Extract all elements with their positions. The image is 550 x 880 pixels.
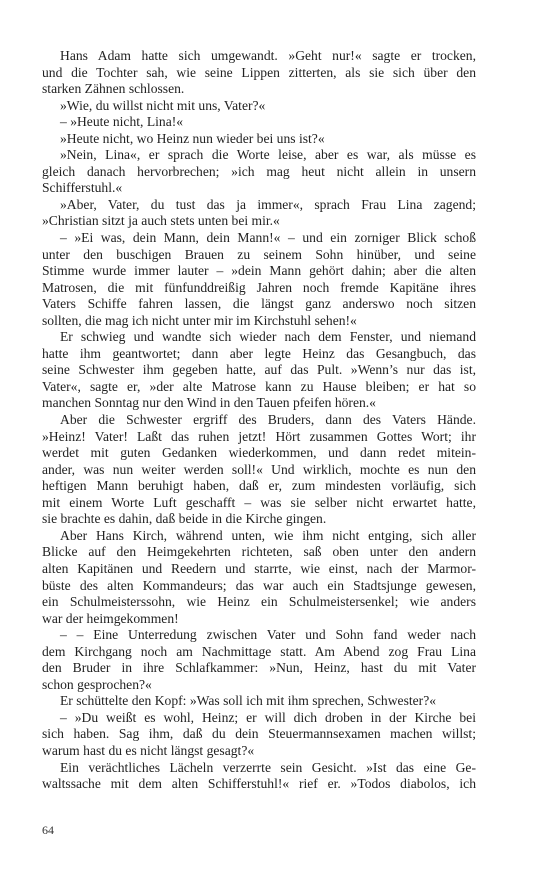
body-text — [42, 48, 476, 793]
text-line: Schifferstuhl.« — [42, 180, 123, 196]
text-line: »Wie, du willst nicht mit uns, Vater?« — [60, 97, 266, 113]
text-line: – »Heute nicht, Lina!« — [60, 114, 184, 130]
text-line: war der heimgekommen! — [42, 610, 179, 626]
text-line: den Bruder in ihre Schlafkammer: »Nun, Heinz, hast du mit Vater — [42, 660, 476, 676]
text-line: mit einem Worte Luft geschafft – was sie selber nicht erwartet hatte, — [42, 494, 476, 510]
text-line: schon gesprochen?« — [42, 676, 152, 692]
text-line: Matrosen, die mit fünfunddreißig Jahren noch fremde Kapitäne ihres — [42, 279, 476, 295]
text-line: Vater«, sagte er, »der alte Matrose kann zu Hause bleiben; er hat so — [42, 378, 476, 394]
text-line: Vaters Schiffe fahren lassen, die längst ganz anderswo noch sitzen — [42, 296, 476, 312]
text-line: gleich danach hervorbrechen; »ich mag heut nicht allein in unsern — [42, 163, 476, 179]
text-line: manchen Sonntag nur den Wind in den Tauen pfeifen hören.« — [42, 395, 376, 411]
text-line: Aber Hans Kirch, während unten, wie ihm nicht entging, sich aller — [60, 527, 476, 543]
text-line: Er schüttelte den Kopf: »Was soll ich mit ihm sprechen, Schwester?« — [60, 693, 437, 709]
text-line: ander, was nun weiter werden soll!« Und wirklich, mochte es nun den — [42, 461, 476, 477]
text-line: dem Kirchgang noch am Nachmittage statt. Am Abend zog Frau Lina — [42, 643, 476, 659]
text-line: alten Kapitänen und Reedern und starrte, wie einst, nach der Marmor- — [42, 560, 476, 576]
text-line: starken Zähnen schlossen. — [42, 81, 185, 97]
text-line: – »Du weißt es wohl, Heinz; er will dich droben in der Kirche bei — [60, 709, 476, 725]
text-line: sollten, die mag ich nicht unter mir im Kirchstuhl sehen!« — [42, 312, 357, 328]
text-line: büste des alten Kommandeurs; das war auch ein Stadtsjunge gewesen, — [42, 577, 476, 593]
text-line: Ein verächtliches Lächeln verzerrte sein Gesicht. »Ist das eine Ge- — [60, 759, 476, 775]
text-line: – »Ei was, dein Mann, dein Mann!« – und ein zorniger Blick schoß — [60, 230, 476, 246]
text-line: seine Schwester ihm gegeben hatte, auf das Pult. »Wenn’s nur das ist, — [42, 362, 476, 378]
text-line: werdet mit guten Gedanken wiederkommen, und dann redet mitein- — [42, 445, 476, 461]
text-line: warum hast du es nicht längst gesagt?« — [42, 742, 255, 758]
text-line: Er schwieg und wandte sich wieder nach dem Fenster, und niemand — [60, 329, 476, 345]
page-number: 64 — [42, 823, 54, 837]
text-line: sie brachte es dahin, daß beide in die Kirche gingen. — [42, 511, 327, 527]
text-line: unter den buschigen Brauen zu seinem Sohn hinüber, und seine — [42, 246, 476, 262]
text-line: »Nein, Lina«, er sprach die Worte leise, aber es war, als müsse es — [60, 147, 476, 163]
text-line: ein Schulmeisterssohn, wie Heinz ein Schulmeistersenkel; wie anders — [42, 594, 476, 610]
text-line: Aber die Schwester ergriff des Bruders, dann des Vaters Hände. — [60, 412, 476, 428]
text-line: waltssache mit dem alten Schifferstuhl!« rief er. »Todos diabolos, ich — [42, 776, 476, 792]
text-line: »Christian sitzt ja auch stets unten bei mir.« — [42, 213, 280, 229]
text-line: – – Eine Unterredung zwischen Vater und Sohn fand weder nach — [60, 627, 476, 643]
text-line: »Heinz! Vater! Laßt das ruhen jetzt! Hört zusammen Gottes Wort; ihr — [42, 428, 476, 444]
text-line: »Heute nicht, wo Heinz nun wieder bei uns ist?« — [60, 130, 325, 146]
text-line: sich haben. Sag ihm, daß du dein Steuermannsexamen machen willst; — [42, 726, 476, 742]
text-line: hatte ihm geantwortet; dann aber legte Heinz das Gesangbuch, das — [42, 345, 476, 361]
text-line: heftigen Mann beruhigt haben, daß er, zum mindesten vorläufig, sich — [42, 478, 476, 494]
text-line: Hans Adam hatte sich umgewandt. »Geht nur!« sagte er trocken, — [60, 48, 476, 63]
text-line: Stimme wurde immer lauter – »dein Mann gehört dahin; aber die alten — [42, 263, 476, 279]
text-line: »Aber, Vater, du tust das ja immer«, sprach Frau Lina zagend; — [60, 196, 476, 212]
text-line: Blicke auf den Heimgekehrten richteten, saß oben unter den andern — [42, 544, 476, 560]
text-line: und die Tochter sah, wie seine Lippen zitterten, als sie sich über den — [42, 64, 476, 80]
